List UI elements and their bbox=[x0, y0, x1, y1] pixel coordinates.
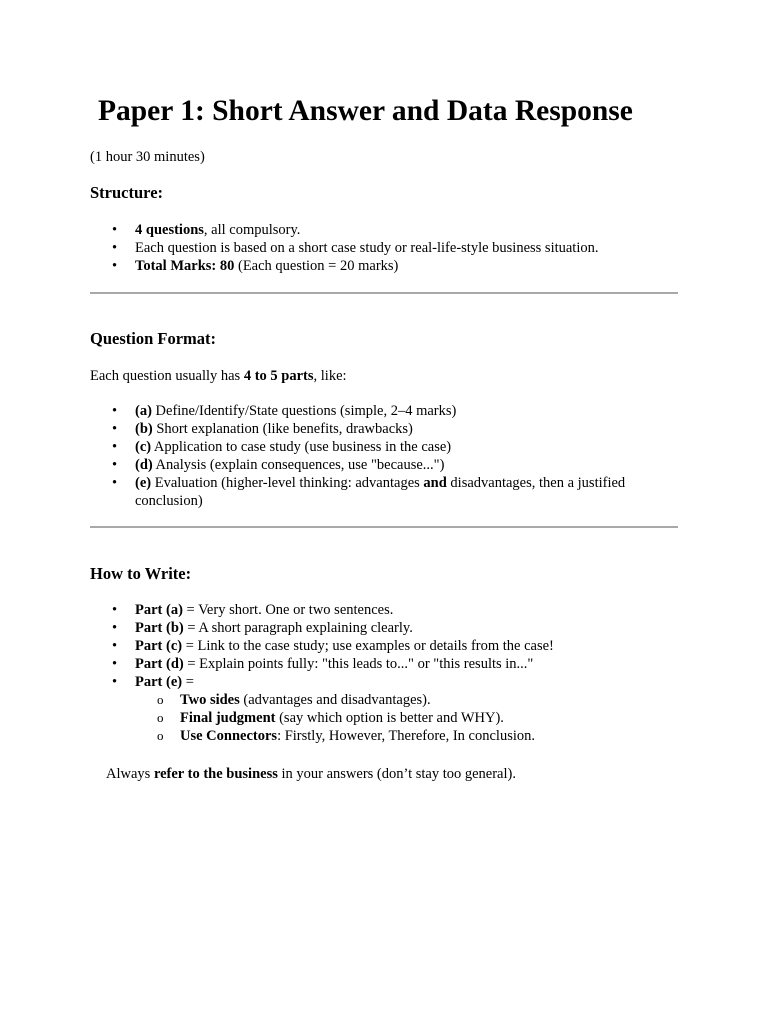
list-item: • Part (c) = Link to the case study; use examples or details from the case! bbox=[112, 638, 554, 654]
bullet-icon: • bbox=[112, 674, 118, 690]
list-item: • Part (a) = Very short. One or two sentences. bbox=[112, 602, 394, 618]
write-list bbox=[90, 601, 554, 691]
bullet-icon: • bbox=[112, 403, 118, 419]
sub-list-item: o Two sides (advantages and disadvantages). bbox=[157, 692, 431, 708]
list-item: • (d) Analysis (explain consequences, use "because...") bbox=[112, 457, 445, 473]
page-title: Paper 1: Short Answer and Data Response bbox=[98, 95, 633, 127]
duration-text: (1 hour 30 minutes) bbox=[90, 149, 205, 165]
bullet-icon: • bbox=[112, 258, 118, 274]
bullet-icon: • bbox=[112, 240, 118, 256]
bullet-icon: • bbox=[112, 602, 118, 618]
bullet-icon: • bbox=[112, 439, 118, 455]
sub-list-item: o Final judgment (say which option is better and WHY). bbox=[157, 710, 504, 726]
bullet-icon: • bbox=[112, 475, 118, 491]
bullet-icon: • bbox=[112, 620, 118, 636]
format-list bbox=[90, 402, 690, 510]
circle-bullet-icon: o bbox=[157, 728, 164, 743]
list-item: • 4 questions, all compulsory. bbox=[112, 222, 301, 238]
divider bbox=[90, 292, 678, 294]
structure-heading: Structure: bbox=[90, 183, 164, 202]
format-heading: Question Format: bbox=[90, 329, 217, 348]
list-item: • Part (d) = Explain points fully: "this leads to..." or "this results in..." bbox=[112, 656, 534, 672]
write-heading: How to Write: bbox=[90, 564, 192, 583]
circle-bullet-icon: o bbox=[157, 692, 164, 707]
circle-bullet-icon: o bbox=[157, 710, 164, 725]
bullet-icon: • bbox=[112, 421, 118, 437]
list-item: • (b) Short explanation (like benefits, drawbacks) bbox=[112, 421, 413, 437]
list-item: • (e) Evaluation (higher-level thinking: advantages and disadvantages, then a justified conclusion) bbox=[112, 475, 626, 509]
list-item: • (c) Application to case study (use business in the case) bbox=[112, 439, 452, 455]
sub-list-item: o Use Connectors: Firstly, However, Therefore, In conclusion. bbox=[157, 728, 535, 744]
list-item: • (a) Define/Identify/State questions (simple, 2–4 marks) bbox=[112, 403, 457, 419]
divider bbox=[90, 526, 678, 528]
list-item: • Part (b) = A short paragraph explaining clearly. bbox=[112, 620, 413, 636]
list-item: • Each question is based on a short case study or real-life-style business situation. bbox=[112, 240, 599, 256]
bullet-icon: • bbox=[112, 457, 118, 473]
bullet-icon: • bbox=[112, 656, 118, 672]
bullet-icon: • bbox=[112, 638, 118, 654]
list-item: • Total Marks: 80 (Each question = 20 marks) bbox=[112, 258, 399, 274]
closing-note: Always refer to the business in your answers (don’t stay too general). bbox=[106, 766, 516, 782]
write-sublist bbox=[90, 691, 535, 745]
list-item: • Part (e) = bbox=[112, 674, 194, 690]
structure-list bbox=[90, 221, 599, 275]
bullet-icon: • bbox=[112, 222, 118, 238]
format-intro: Each question usually has 4 to 5 parts, like: bbox=[90, 368, 347, 384]
